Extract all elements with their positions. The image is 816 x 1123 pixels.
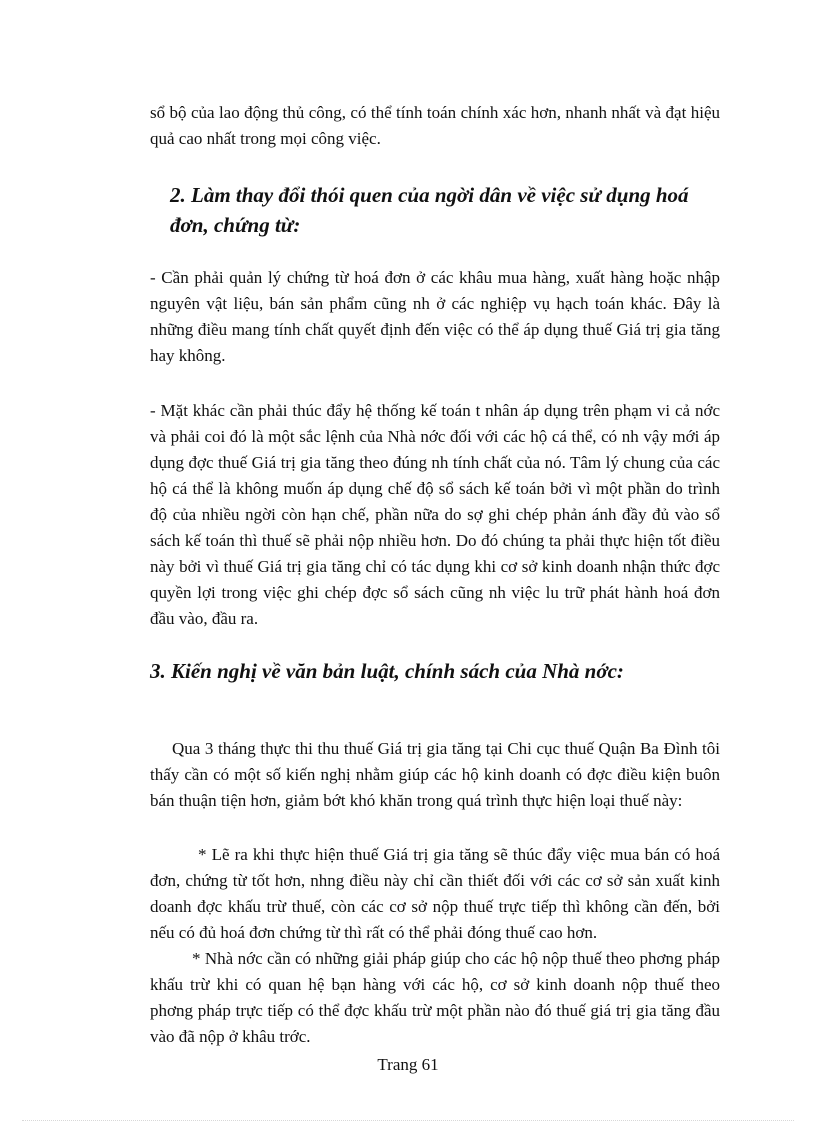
page-bottom-divider	[22, 1120, 794, 1121]
paragraph-recommendation-2: * Nhà nớc cần có những giải pháp giúp cho các hộ nộp thuế theo phơng pháp khấu trừ khi có quan hệ bạn hàng với các hộ, cơ sở kinh doanh nộp thuế theo phơng pháp trực tiếp có thể đợc khấu trừ một phần nào đó thuế giá trị gia tăng đầu vào đã nộp ở khâu trớc.	[150, 949, 720, 1046]
paragraph-accounting-system: - Mặt khác cần phải thúc đẩy hệ thống kế toán t nhân áp dụng trên phạm vi cả nớc và phải coi đó là một sắc lệnh của Nhà nớc đối với các hộ cá thể, có nh vậy mới áp dụng đợc thuế Giá trị gia tăng theo đúng nh tính chất của nó. Tâm lý chung của các hộ cá thể là không muốn áp dụng chế độ sổ sách kế toán bởi vì một phần do trình độ của nhiều ngời còn hạn chế, phần nữa do sợ ghi chép phản ánh đầy đủ vào sổ sách kế toán thì thuế sẽ phải nộp nhiều hơn. Do đó chúng ta phải thực hiện tốt điều này bởi vì thuế Giá trị gia tăng chỉ có tác dụng khi cơ sở kinh doanh nhận thức đợc quyền lợi trong việc ghi chép đợc sổ sách cũng nh việc lu trữ phát hành hoá đơn đầu vào, đầu ra.	[150, 401, 720, 628]
page-number: Trang 61	[377, 1055, 439, 1074]
paragraph-intro-continuation: sổ bộ của lao động thủ công, có thể tính toán chính xác hơn, nhanh nhất và đạt hiệu quả cao nhất trong mọi công việc.	[150, 103, 720, 148]
paragraph-recommendation-1: * Lẽ ra khi thực hiện thuế Giá trị gia tăng sẽ thúc đẩy việc mua bán có hoá đơn, chứng từ tốt hơn, nhng điều này chỉ cần thiết đối với các cơ sở sản xuất kinh doanh đợc khấu trừ thuế, còn các cơ sở nộp thuế trực tiếp thì không cần đến, bởi nếu có đủ hoá đơn chứng từ thì rất có thể phải đóng thuế cao hơn.	[150, 845, 720, 942]
section-heading-3: 3. Kiến nghị về văn bản luật, chính sách của Nhà nớc:	[150, 659, 624, 683]
paragraph-recommendations-intro: Qua 3 tháng thực thi thu thuế Giá trị gia tăng tại Chi cục thuế Quận Ba Đình tôi thấy cần có một số kiến nghị nhằm giúp các hộ kinh doanh có đợc điều kiện buôn bán thuận tiện hơn, giảm bớt khó khăn trong quá trình thực hiện loại thuế này:	[150, 739, 720, 810]
section-heading-2: 2. Làm thay đổi thói quen của ngời dân về việc sử dụng hoá đơn, chứng từ:	[170, 183, 689, 237]
paragraph-invoice-management: - Cần phải quản lý chứng từ hoá đơn ở các khâu mua hàng, xuất hàng hoặc nhập nguyên vật liệu, bán sản phẩm cũng nh ở các nghiệp vụ hạch toán khác. Đây là những điều mang tính chất quyết định đến việc có thể áp dụng thuế Giá trị gia tăng hay không.	[150, 268, 720, 365]
